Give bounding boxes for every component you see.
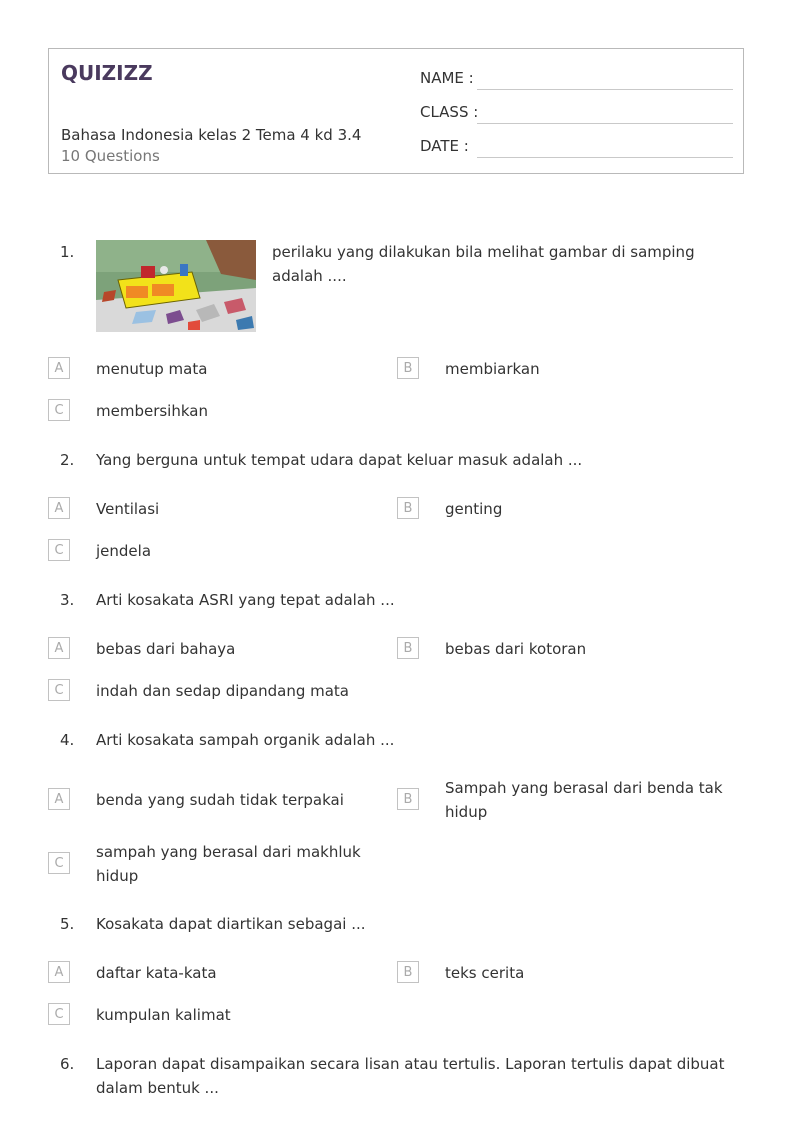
option-b-text[interactable]: membiarkan — [445, 360, 540, 378]
option-b-text[interactable]: bebas dari kotoran — [445, 640, 587, 658]
option-a-text[interactable]: daftar kata-kata — [96, 964, 217, 982]
quizizz-logo — [61, 59, 153, 87]
svg-text:QUIZIZZ: QUIZIZZ — [61, 61, 153, 85]
question-text: Arti kosakata ASRI yang tepat adalah ... — [96, 591, 395, 609]
option-b-box[interactable]: B — [397, 497, 419, 519]
option-a-box[interactable]: A — [48, 497, 70, 519]
date-line — [477, 157, 733, 158]
messy-room-image — [96, 240, 256, 332]
name-label: NAME : — [420, 69, 474, 87]
option-b-text[interactable]: genting — [445, 500, 503, 518]
option-c-text[interactable]: kumpulan kalimat — [96, 1006, 231, 1024]
name-line — [477, 89, 733, 90]
option-b-text[interactable]: Sampah yang berasal dari benda tak hidup — [445, 779, 723, 821]
option-a-box[interactable]: A — [48, 637, 70, 659]
option-a-text[interactable]: Ventilasi — [96, 500, 160, 518]
question-number: 2. — [60, 451, 75, 469]
question-number: 6. — [60, 1055, 75, 1073]
option-c-box[interactable]: C — [48, 399, 70, 421]
option-b-text[interactable]: teks cerita — [445, 964, 525, 982]
question-count: 10 Questions — [61, 147, 160, 165]
option-b-box[interactable]: B — [397, 961, 419, 983]
option-a-box[interactable]: A — [48, 357, 70, 379]
worksheet-header — [48, 48, 744, 174]
question-text: Laporan dapat disampaikan secara lisan atau tertulis. Laporan tertulis dapat dibuat dalam bentuk ... — [96, 1055, 725, 1097]
date-label: DATE : — [420, 137, 469, 155]
class-label: CLASS : — [420, 103, 479, 121]
class-line — [477, 123, 733, 124]
question-text: Kosakata dapat diartikan sebagai ... — [96, 915, 366, 933]
option-b-box[interactable]: B — [397, 357, 419, 379]
question-text: Arti kosakata sampah organik adalah ... — [96, 731, 395, 749]
question-number: 1. — [60, 243, 75, 261]
question-number: 5. — [60, 915, 75, 933]
option-c-box[interactable]: C — [48, 852, 70, 874]
option-c-text[interactable]: jendela — [96, 542, 152, 560]
option-a-text[interactable]: benda yang sudah tidak terpakai — [96, 791, 344, 809]
question-number: 4. — [60, 731, 75, 749]
option-b-box[interactable]: B — [397, 637, 419, 659]
worksheet-title: Bahasa Indonesia kelas 2 Tema 4 kd 3.4 — [61, 126, 362, 144]
option-c-text[interactable]: sampah yang berasal dari makhluk hidup — [96, 843, 361, 885]
option-c-box[interactable]: C — [48, 1003, 70, 1025]
option-c-text[interactable]: membersihkan — [96, 402, 208, 420]
option-c-box[interactable]: C — [48, 679, 70, 701]
option-b-box[interactable]: B — [397, 788, 419, 810]
question-text: perilaku yang dilakukan bila melihat gambar di samping adalah .... — [272, 243, 695, 285]
question-text: Yang berguna untuk tempat udara dapat keluar masuk adalah ... — [96, 451, 583, 469]
option-a-box[interactable]: A — [48, 961, 70, 983]
option-c-text[interactable]: indah dan sedap dipandang mata — [96, 682, 349, 700]
option-a-text[interactable]: menutup mata — [96, 360, 208, 378]
option-a-box[interactable]: A — [48, 788, 70, 810]
option-c-box[interactable]: C — [48, 539, 70, 561]
option-a-text[interactable]: bebas dari bahaya — [96, 640, 236, 658]
question-number: 3. — [60, 591, 75, 609]
